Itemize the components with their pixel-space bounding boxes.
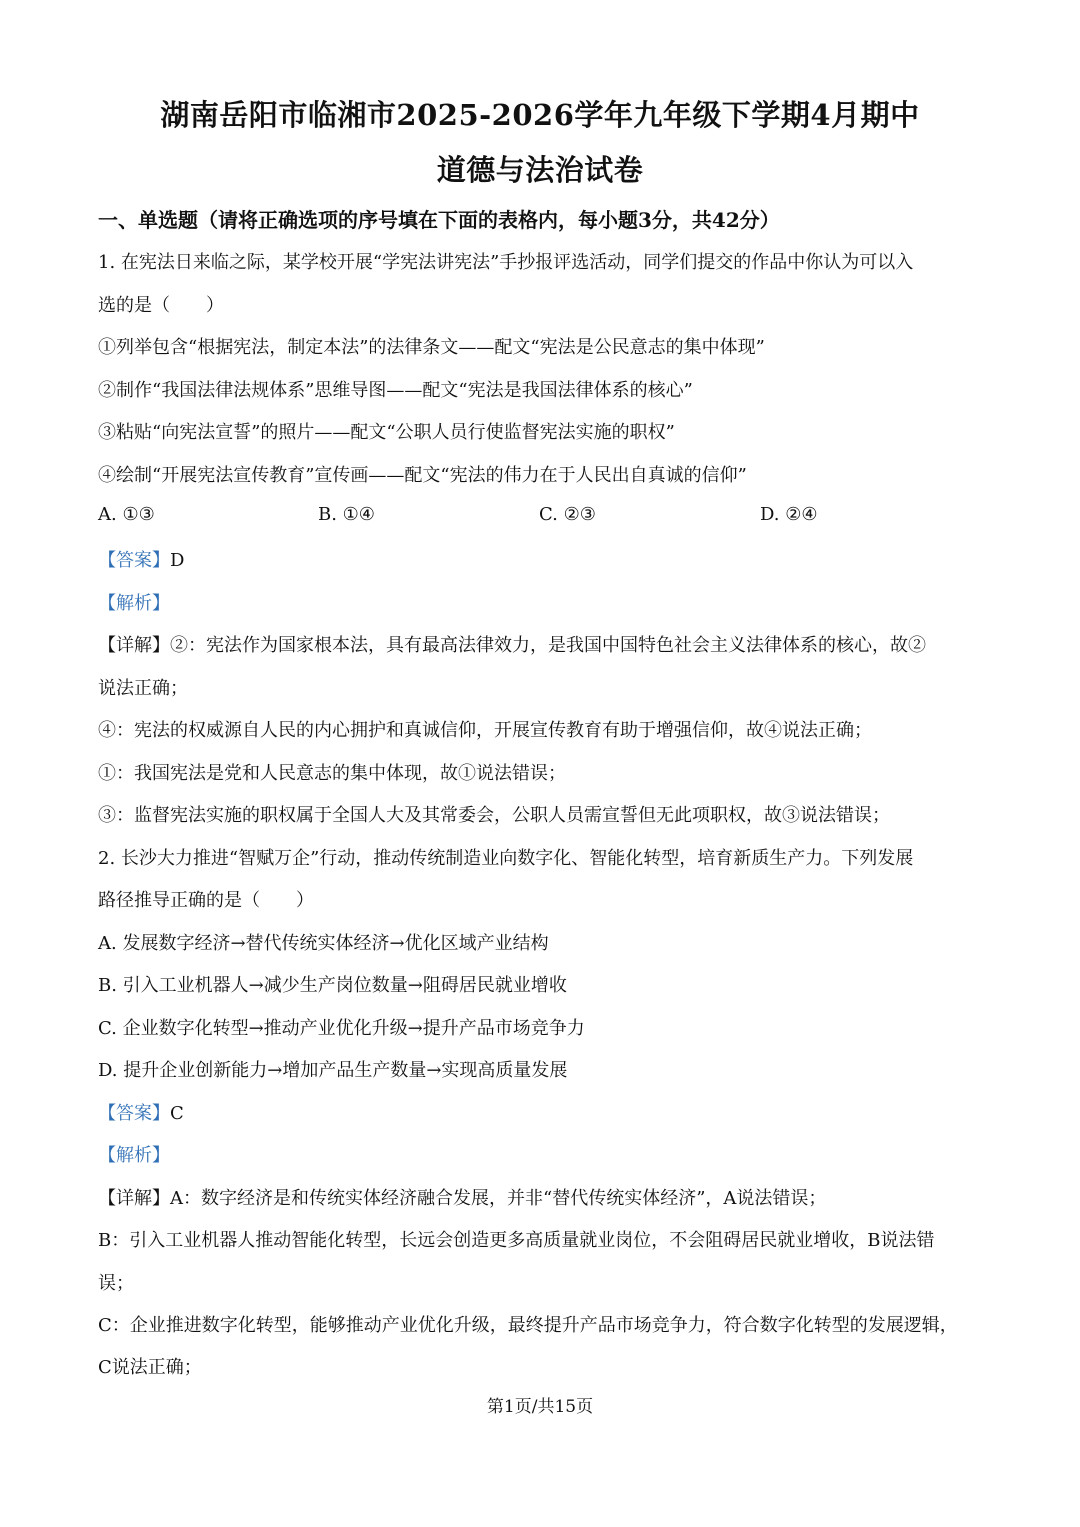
q1-options	[98, 504, 998, 528]
q2-detail-line2b: 误；	[98, 1273, 134, 1294]
q2-detail-line3b: C说法正确；	[98, 1357, 202, 1378]
q1-option-d: D. ②④	[760, 504, 818, 525]
q1-detail-tag: 【详解】	[98, 635, 170, 656]
q2-detail-line3: C：企业推进数字化转型，能够推动产业优化升级，最终提升产品市场竞争力，符合数字化转型的发展逻辑，	[98, 1315, 958, 1336]
q1-item-1: ①列举包含“根据宪法，制定本法”的法律条文——配文“宪法是公民意志的集中体现”	[98, 337, 765, 358]
q2-analysis	[98, 1141, 998, 1167]
q2-option-b: B. 引入工业机器人→减少生产岗位数量→阻碍居民就业增收	[98, 975, 567, 996]
q2-stem-line2: 路径推导正确的是（ ）	[98, 890, 314, 911]
section-heading: 一、单选题（请将正确选项的序号填在下面的表格内，每小题3分，共42分）	[98, 208, 780, 232]
q1-option-c: C. ②③	[539, 504, 596, 525]
q2-detail-text1: A：数字经济是和传统实体经济融合发展，并非“替代传统实体经济”，A说法错误；	[170, 1188, 827, 1209]
q2-option-a: A. 发展数字经济→替代传统实体经济→优化区域产业结构	[98, 933, 549, 954]
q2-option-d: D. 提升企业创新能力→增加产品生产数量→实现高质量发展	[98, 1060, 568, 1081]
q1-analysis	[98, 589, 998, 615]
q1-answer-value: D	[170, 550, 185, 571]
exam-title-line1: 湖南岳阳市临湘市2025-2026学年九年级下学期4月期中	[160, 98, 920, 132]
q1-stem-line1: 1. 在宪法日来临之际，某学校开展“学宪法讲宪法”手抄报评选活动，同学们提交的作品中你认为可以入	[98, 252, 914, 273]
q2-detail-tag: 【详解】	[98, 1188, 170, 1209]
q1-analysis-tag: 【解析】	[98, 593, 170, 614]
page-footer: 第1页/共15页	[486, 1397, 594, 1417]
q2-answer-tag: 【答案】	[98, 1103, 170, 1124]
q1-detail-line3: ①：我国宪法是党和人民意志的集中体现，故①说法错误；	[98, 763, 566, 784]
q1-option-b: B. ①④	[318, 504, 375, 525]
q1-item-2: ②制作“我国法律法规体系”思维导图——配文“宪法是我国法律体系的核心”	[98, 380, 693, 401]
q1-item-4: ④绘制“开展宪法宣传教育”宣传画——配文“宪法的伟力在于人民出自真诚的信仰”	[98, 465, 747, 486]
q1-option-a: A. ①③	[98, 504, 155, 525]
q1-answer-tag: 【答案】	[98, 550, 170, 571]
q2-option-c: C. 企业数字化转型→推动产业优化升级→提升产品市场竞争力	[98, 1018, 585, 1039]
q2-analysis-tag: 【解析】	[98, 1145, 170, 1166]
q1-detail-line2: ④：宪法的权威源自人民的内心拥护和真诚信仰，开展宣传教育有助于增强信仰，故④说法正确；	[98, 720, 872, 741]
q1-answer	[98, 546, 998, 572]
exam-title-line2: 道德与法治试卷	[436, 153, 644, 187]
q1-detail-text1: ②：宪法作为国家根本法，具有最高法律效力，是我国中国特色社会主义法律体系的核心，故②	[170, 635, 926, 656]
q1-detail-line4: ③：监督宪法实施的职权属于全国人大及其常委会，公职人员需宣誓但无此项职权，故③说法错误；	[98, 805, 890, 826]
q1-item-3: ③粘贴“向宪法宣誓”的照片——配文“公职人员行使监督宪法实施的职权”	[98, 422, 675, 443]
q2-detail-line1	[98, 1184, 998, 1210]
q2-answer	[98, 1099, 998, 1125]
q2-answer-value: C	[170, 1103, 184, 1124]
q2-detail-line2: B：引入工业机器人推动智能化转型，长远会创造更多高质量就业岗位，不会阻碍居民就业增收，B说法错	[98, 1230, 935, 1251]
q1-stem-line2: 选的是（ ）	[98, 295, 224, 316]
q1-detail-line1b: 说法正确；	[98, 678, 188, 699]
q2-stem-line1: 2. 长沙大力推进“智赋万企”行动，推动传统制造业向数字化、智能化转型，培育新质生产力。下列发展	[98, 848, 914, 869]
q1-detail-line1	[98, 631, 998, 657]
